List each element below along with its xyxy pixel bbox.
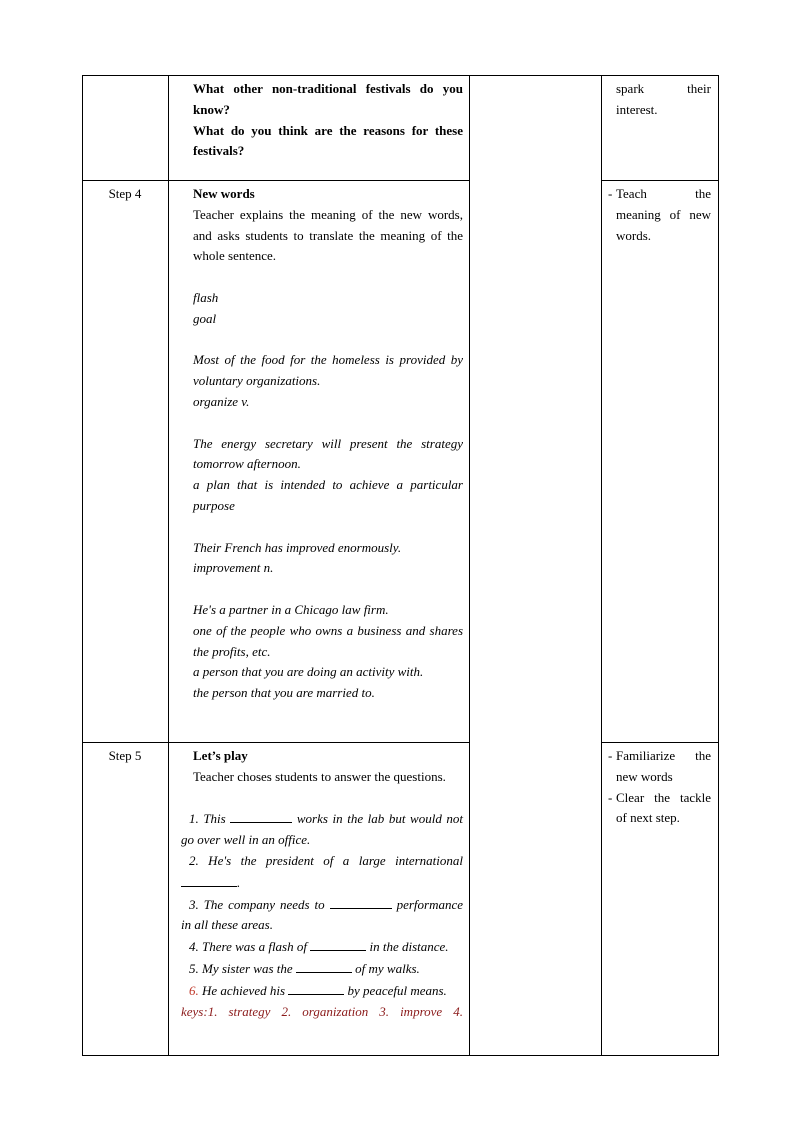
- answer-keys: keys:1. strategy 2. organization 3. improve 4.: [181, 1003, 463, 1019]
- note-text: Clear the tackle of next step.: [616, 789, 711, 826]
- definition: a person that you are doing an activity with.: [193, 664, 424, 680]
- example-sentence: Their French has improved enormously.: [193, 539, 402, 555]
- note-text: Familiarize the new words: [616, 748, 711, 784]
- exercise-5: 5. My sister was the of my walks.: [181, 958, 463, 980]
- note-item: - Clear the tackle of next step.: [608, 789, 711, 826]
- row2-content: [193, 184, 463, 704]
- answer-blank: [230, 808, 292, 823]
- table-border-bottom: [82, 1055, 719, 1056]
- section-intro: Teacher choses students to answer the questions.: [193, 768, 446, 784]
- answer-blank: [310, 936, 366, 951]
- exercise-4: 4. There was a flash of in the distance.: [181, 936, 463, 958]
- exercise-6: 6. He achieved his by peaceful means.: [181, 980, 463, 1002]
- definition: a plan that is intended to achieve a particular purpose: [193, 477, 463, 513]
- word-form: improvement n.: [193, 560, 274, 576]
- example-sentence: The energy secretary will present the strategy tomorrow afternoon.: [193, 435, 463, 472]
- example-sentence: Most of the food for the homeless is provided by voluntary organizations.: [193, 352, 463, 389]
- table-border-right: [718, 75, 719, 1056]
- question-1: What other non-traditional festivals do you know?: [193, 81, 463, 117]
- lesson-plan-table: [82, 75, 719, 1056]
- row-divider-2a: [82, 742, 469, 743]
- answer-blank: [296, 958, 352, 973]
- row-divider-1a: [82, 180, 469, 181]
- note-item: - Teach the meaning of new words.: [608, 186, 711, 243]
- section-intro: Teacher explains the meaning of the new words, and asks students to translate the meaning of the whole sentence.: [193, 206, 463, 264]
- row1-note: [616, 79, 711, 121]
- definition: one of the people who owns a business and shares the profits, etc.: [193, 622, 463, 659]
- column-divider-1: [168, 75, 169, 1056]
- answer-blank: [330, 894, 392, 909]
- word-goal: goal: [193, 310, 217, 326]
- exercise-1: 1. This works in the lab but would not go over well in an office.: [181, 808, 463, 851]
- row3-content: [181, 746, 463, 1022]
- row-divider-2b: [601, 742, 719, 743]
- exercise-2: 2. He's the president of a large international .: [181, 851, 463, 894]
- word-flash: flash: [193, 289, 219, 305]
- table-border-top: [82, 75, 719, 76]
- definition: the person that you are married to.: [193, 685, 375, 701]
- word-form: organize v.: [193, 393, 250, 409]
- row3-notes: [608, 746, 711, 829]
- example-sentence: He's a partner in a Chicago law firm.: [193, 601, 389, 617]
- note-text: spark their interest.: [616, 81, 711, 117]
- exercise-3: 3. The company needs to performance in all these areas.: [181, 894, 463, 937]
- note-item: - Familiarize the new words: [608, 748, 711, 784]
- column-divider-2: [469, 75, 470, 1056]
- section-title: Let’s play: [193, 748, 248, 763]
- row1-content: [193, 79, 463, 162]
- step-4-label: Step 4: [108, 186, 142, 201]
- column-divider-3: [601, 75, 602, 1056]
- answer-blank: [288, 980, 344, 995]
- row-divider-1b: [601, 180, 719, 181]
- section-title: New words: [193, 186, 255, 201]
- answer-blank: [181, 872, 237, 887]
- question-2: What do you think are the reasons for these festivals?: [193, 122, 463, 159]
- row2-note: [608, 184, 711, 246]
- table-border-left: [82, 75, 83, 1056]
- note-text: Teach the meaning of new words.: [616, 186, 711, 243]
- step-5-label: Step 5: [108, 748, 142, 763]
